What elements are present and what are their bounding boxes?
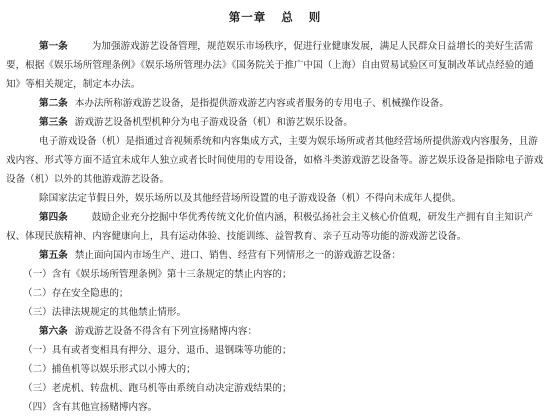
article-4: [6, 208, 544, 246]
article-label: 第二条: [39, 98, 68, 109]
article-6: [6, 322, 544, 341]
article-6-item: （四）含有其他宣扬赌博内容。: [23, 402, 158, 413]
article-text: 游戏游艺设备不得含有下列宣扬赌博内容：: [74, 326, 258, 337]
article-label: 第一条: [39, 41, 68, 52]
article-text: 游戏游艺设备机型机种分为电子游戏设备（机）和游艺娱乐设备。: [74, 117, 353, 128]
article-text: 禁止面向国内市场生产、进口、销售、经营有下列情形之一的游戏游艺设备：: [74, 250, 401, 261]
article-text: 为加强游戏游艺设备管理，规范娱乐市场秩序，促进行业健康发展，满足人民群众日益增长的美好生活需要，根据《娱乐场所管理条例》《娱乐场所管理办法》《国务院关于推广中国（上海）自由贸易试验区可复制改革试点经验的通知》等相关规定，制定本办法。: [6, 41, 534, 90]
chapter-title: 第一章 总 则: [228, 10, 322, 24]
article-5-item: （一）含有《娱乐场所管理条例》第十三条规定的禁止内容的；: [23, 269, 292, 280]
article-5-item: （三）法律法规规定的其他禁止情形。: [23, 307, 187, 318]
article-6-item: （二）捕鱼机等以娱乐形式以小博大的；: [23, 364, 196, 375]
article-label: 第三条: [39, 117, 68, 128]
article-6-item: （一）具有或者变相具有押分、退分、退币、退钢珠等功能的；: [23, 345, 292, 356]
article-5-item: （二）存在安全隐患的；: [23, 288, 129, 299]
article-1: [6, 37, 544, 94]
article-label: 第四条: [39, 212, 68, 223]
article-2: [6, 94, 544, 113]
article-3: [6, 113, 544, 132]
paragraph-minor-restriction: 除国家法定节假日外，娱乐场所以及其他经营场所设置的电子游戏设备（机）不得向未成年人提供。: [39, 193, 462, 204]
article-6-item: （三）老虎机、转盘机、跑马机等由系统自动决定游戏结果的；: [23, 383, 292, 394]
article-text: 本办法所称游戏游艺设备，是指提供游戏游艺内容或者服务的专用电子、机械操作设备。: [74, 98, 449, 109]
article-label: 第六条: [39, 326, 68, 337]
article-5: [6, 246, 544, 265]
article-text: 鼓励企业充分挖掘中华优秀传统文化价值内涵，积极弘扬社会主义核心价值观，研发生产拥有自主知识产权、体现民族精神、内容健康向上，具有运动体验、技能训练、益智教育、亲子互动等功能的游戏游艺设备。: [6, 212, 534, 242]
article-label: 第五条: [39, 250, 68, 261]
paragraph-electronic-game-definition: 电子游戏设备（机）是指通过音视频系统和内容集成方式，主要为娱乐场所或者其他经营场所提供游戏内容服务，且游戏内容、形式等方面不适宜未成年人独立或者长时间使用的专用设备，如格斗类游戏游艺设备等。游艺娱乐设备是指除电子游戏设备（机）以外的其他游戏游艺设备。: [6, 136, 544, 185]
